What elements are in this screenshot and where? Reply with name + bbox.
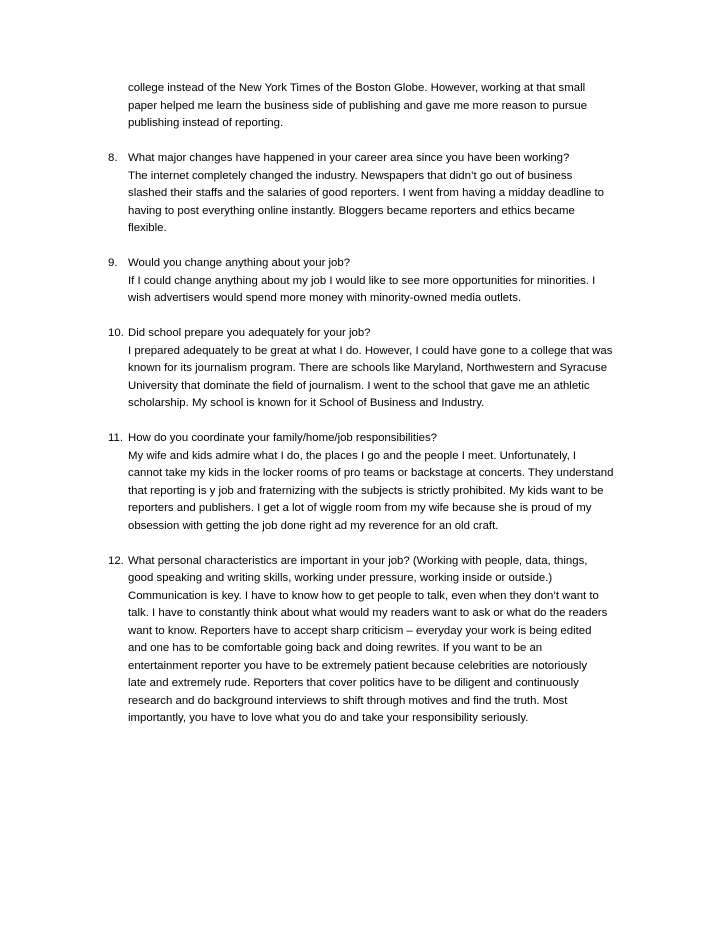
item-number: 12. — [108, 554, 124, 567]
question-item-9 — [108, 255, 648, 308]
answer-line: University that dominate the field of journalism. I went to the school that gave me an athletic — [128, 379, 590, 392]
item-number: 9. — [108, 257, 118, 269]
continued-answer — [108, 80, 648, 133]
answer-line: obsession with getting the job done right ad my reverence for an old craft. — [128, 519, 499, 532]
answer-line: having to post everything online instantly. Bloggers became reporters and ethics became — [128, 204, 575, 217]
answer-line: late and extremely rude. Reporters that cover politics have to be diligent and continuously — [128, 677, 579, 689]
answer-line: want to know. Reporters have to accept sharp criticism – everyday your work is being edited — [128, 624, 592, 637]
answer-line: Communication is key. I have to know how to get people to talk, even when they don’t want to — [128, 589, 599, 602]
item-number: 11. — [108, 432, 123, 444]
answer-line: importantly, you have to love what you do and take your responsibility seriously. — [128, 712, 529, 724]
question-item-12 — [108, 553, 648, 728]
document-body — [108, 80, 648, 728]
question-item-10 — [108, 325, 648, 413]
answer-line: If I could change anything about my job I would like to see more opportunities for minorities. I — [128, 274, 596, 287]
answer-line: known for its journalism program. There are schools like Maryland, Northwestern and Syracuse — [128, 362, 608, 374]
answer-line: reporters and publishers. I get a lot of wiggle room from my wife because she is proud of my — [128, 502, 592, 514]
question-text: good speaking and writing skills, working under pressure, working inside or outside.) — [128, 572, 553, 584]
answer-line: research and do background interviews to shift through motives and find the truth. Most — [128, 694, 568, 707]
answer-line: My wife and kids admire what I do, the places I go and the people I meet. Unfortunately, I — [128, 449, 577, 462]
answer-line: flexible. — [128, 222, 167, 234]
answer-line: entertainment reporter you have to be extremely patient because celebrities are notoriously — [128, 659, 588, 672]
text-line: paper helped me learn the business side of publishing and gave me more reason to pursue — [128, 99, 588, 112]
question-item-11 — [108, 430, 648, 535]
question-text: What personal characteristics are important in your job? (Working with people, data, things, — [128, 554, 588, 567]
question-item-8 — [108, 150, 648, 238]
question-text: How do you coordinate your family/home/job responsibilities? — [128, 432, 437, 444]
text-line: publishing instead of reporting. — [128, 117, 284, 129]
question-text: Did school prepare you adequately for your job? — [128, 327, 371, 339]
question-text: What major changes have happened in your career area since you have been working? — [128, 152, 570, 164]
answer-line: slashed their staffs and the salaries of good reporters. I went from having a midday deadline to — [128, 187, 604, 199]
answer-line: wish advertisers would spend more money with minority-owned media outlets. — [128, 292, 522, 304]
question-text: Would you change anything about your job? — [128, 257, 351, 269]
answer-line: cannot take my kids in the locker rooms of pro teams or backstage at concerts. They understand — [128, 467, 614, 479]
text-line: college instead of the New York Times of the Boston Globe. However, working at that small — [128, 82, 586, 94]
answer-line: talk. I have to constantly think about what would my readers want to ask or what do the readers — [128, 607, 608, 619]
answer-line: The internet completely changed the industry. Newspapers that didn’t go out of business — [128, 169, 573, 182]
answer-line: I prepared adequately to be great at what I do. However, I could have gone to a college that was — [128, 344, 613, 357]
item-number: 10. — [108, 327, 124, 339]
answer-line: scholarship. My school is known for it School of Business and Industry. — [128, 397, 485, 409]
answer-line: and one has to be comfortable going back and doing rewrites. If you want to be an — [128, 642, 543, 654]
answer-line: that reporting is y job and fraternizing with the subjects is strictly prohibited. My kids want to be — [128, 484, 604, 497]
item-number: 8. — [108, 152, 118, 164]
